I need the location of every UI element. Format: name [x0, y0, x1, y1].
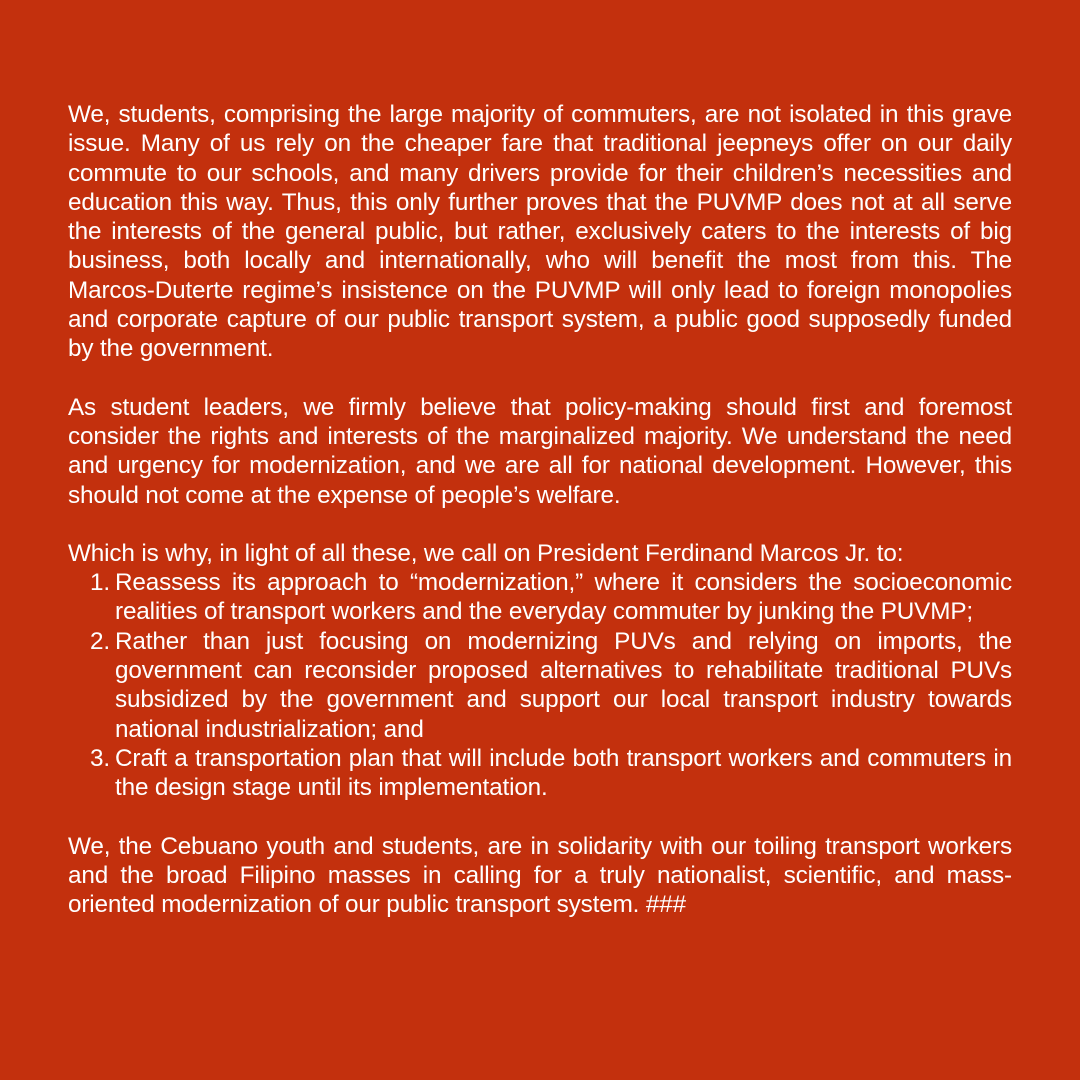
demands-list	[68, 568, 1012, 802]
call-intro: Which is why, in light of all these, we call on President Ferdinand Marcos Jr. to:	[68, 539, 904, 567]
paragraph-student-leaders: As student leaders, we firmly believe that policy-making should first and foremost consider the rights and interests of the marginalized majority. We understand the need and urgency for modernization, and we are all for national development. However, this should not come at the expense of people’s welfare.	[68, 393, 1012, 509]
demand-item-1	[68, 568, 1012, 627]
demand-number: 1.	[90, 569, 110, 597]
paragraph-closing-solidarity: We, the Cebuano youth and students, are in solidarity with our toiling transport workers and the broad Filipino masses in calling for a truly nationalist, scientific, and mass-oriented modernization of our public transport system. ###	[68, 832, 1012, 919]
demand-number: 3.	[90, 744, 110, 772]
demand-item-2	[68, 627, 1012, 744]
demand-text: Craft a transportation plan that will include both transport workers and commuters in the design stage until its implementation.	[115, 744, 1012, 802]
demand-item-3	[68, 744, 1012, 803]
demand-text: Rather than just focusing on modernizing PUVs and relying on imports, the government can reconsider proposed alternatives to rehabilitate traditional PUVs subsidized by the government and support our local transport industry towards national industrialization; and	[115, 627, 1012, 743]
demand-text: Reassess its approach to “modernization,” where it considers the socioeconomic realities of transport workers and the everyday commuter by junking the PUVMP;	[115, 569, 1012, 626]
paragraph-students-commuters: We, students, comprising the large majority of commuters, are not isolated in this grave issue. Many of us rely on the cheaper fare that traditional jeepneys offer on our daily commute to our schools, and many drivers provide for their children’s necessities and education this way. Thus, this only further proves that the PUVMP does not at all serve the interests of the general public, but rather, exclusively caters to the interests of big business, both locally and internationally, who will benefit the most from this. The Marcos-Duterte regime’s insistence on the PUVMP will only lead to foreign monopolies and corporate capture of our public transport system, a public good supposedly funded by the government.	[68, 101, 1012, 363]
demand-number: 2.	[90, 627, 110, 655]
